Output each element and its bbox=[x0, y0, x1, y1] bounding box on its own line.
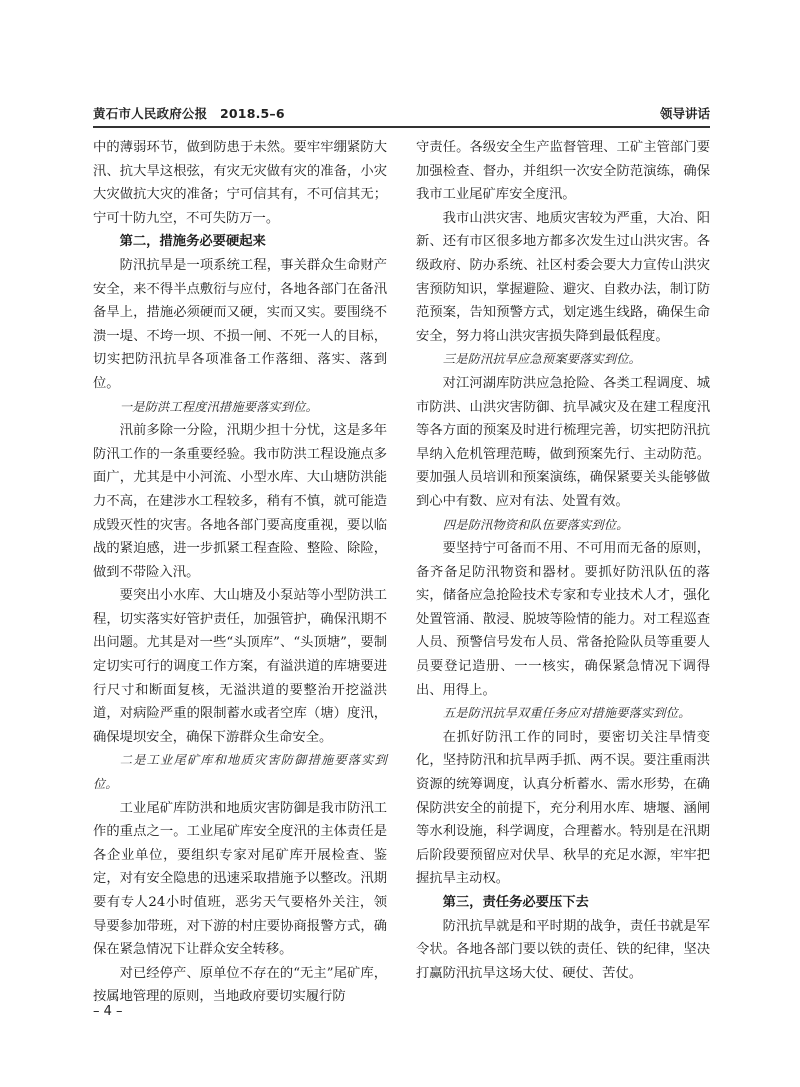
paragraph: 守责任。各级安全生产监督管理、工矿主管部门要加强检查、督办，并组织一次安全防范演练，确保我市工业尾矿库安全度汛。 bbox=[416, 140, 710, 203]
header-divider bbox=[93, 126, 710, 128]
left-column bbox=[93, 136, 387, 1009]
subsection-heading: 四是防汛物资和队伍要落实到位。 bbox=[442, 517, 629, 532]
paragraph: 工业尾矿库防洪和地质灾害防御是我市防汛工作的重点之一。工业尾矿库安全度汛的主体责任是各企业单位，要组织专家对尾矿库开展检查、鉴定，对有安全隐患的迅速采取措施予以整改。汛期要有专人24小时值班，恶劣天气要格外关注，领导要参加带班，对下游的村庄要协商报警方式，确保在紧急情况下让群众安全转移。 bbox=[93, 800, 387, 958]
paragraph: 防汛抗旱就是和平时期的战争，责任书就是军令状。各地各部门要以铁的责任、铁的纪律，坚决打赢防汛抗旱这场大仗、硬仗、苦仗。 bbox=[416, 918, 710, 981]
right-column bbox=[416, 136, 710, 985]
subsection-heading: 三是防汛抗旱应急预案要落实到位。 bbox=[442, 352, 642, 367]
section-heading: 第三，责任务必要压下去 bbox=[442, 895, 589, 910]
paragraph: 要坚持宁可备而不用、不可用而无备的原则，备齐备足防汛物资和器材。要抓好防汛队伍的落实，储备应急抢险技术专家和专业技术人才，强化处置管涌、散浸、脱坡等险情的能力。对工程巡查人员、预警信号发布人员、常备抢险队员等重要人员要登记造册、一一核实，确保紧急情况下调得出、用得上。 bbox=[416, 541, 710, 698]
page-number: – 4 – bbox=[93, 1004, 123, 1019]
paragraph: 对江河湖库防洪应急抢险、各类工程调度、城市防洪、山洪灾害防御、抗旱减灾及在建工程度汛等各方面的预案及时进行梳理完善，切实把防汛抗旱纳入危机管理范畴，做到预案先行、主动防范。要加强人员培训和预案演练，确保紧要关头能够做到心中有数、应对有法、处置有效。 bbox=[416, 375, 710, 509]
paragraph: 要突出小水库、大山塘及小泵站等小型防洪工程，切实落实好管护责任，加强管护，确保汛期不出问题。尤其是对一些“头顶库”、“头顶塘”，要制定切实可行的调度工作方案，有溢洪道的库塘要进行尺寸和断面复核，无溢洪道的要整治开挖溢洪道，对病险严重的限制蓄水或者空库（塘）度汛，确保堤坝安全，确保下游群众生命安全。 bbox=[93, 588, 387, 745]
subsection-heading: 二是工业尾矿库和地质灾害防御措施要落实到位。 bbox=[93, 753, 387, 792]
paragraph: 在抓好防汛工作的同时，要密切关注旱情变化，坚持防汛和抗旱两手抓、两不误。要注重雨洪资源的统筹调度，认真分析蓄水、需水形势，在确保防洪安全的前提下，充分利用水库、塘堰、涵闸等水利设施，科学调度，合理蓄水。特别是在汛期后阶段要预留应对伏旱、秋旱的充足水源，牢牢把握抗旱主动权。 bbox=[416, 729, 710, 887]
paragraph: 防汛抗旱是一项系统工程，事关群众生命财产安全，来不得半点敷衍与应付，各地各部门在备汛备旱上，措施必须硬而又硬，实而又实。要围绕不溃一堤、不垮一坝、不损一闸、不死一人的目标，切实把防汛抗旱各项准备工作落细、落实、落到位。 bbox=[93, 257, 387, 391]
section-heading: 第二，措施务必要硬起来 bbox=[119, 234, 266, 250]
paragraph: 对已经停产、原单位不存在的“无主”尾矿库，按属地管理的原则，当地政府要切实履行防 bbox=[93, 965, 387, 1005]
section-name: 领导讲话 bbox=[659, 106, 710, 121]
subsection-heading: 一是防洪工程度汛措施要落实到位。 bbox=[119, 399, 319, 414]
subsection-heading: 五是防汛抗旱双重任务应对措施要落实到位。 bbox=[442, 706, 691, 721]
paragraph: 汛前多除一分险，汛期少担十分忧，这是多年防汛工作的一条重要经验。我市防洪工程设施点多面广，尤其是中小河流、小型水库、大山塘防洪能力不高，在建涉水工程较多，稍有不慎，就可能造成毁灭性的灾害。各地各部门要高度重视，要以临战的紧迫感，进一步抓紧工程查险、整险、除险，做到不带险入汛。 bbox=[93, 423, 387, 580]
publication-title: 黄石市人民政府公报 2018.5–6 bbox=[93, 106, 285, 121]
paragraph: 中的薄弱环节，做到防患于未然。要牢牢绷紧防大汛、抗大旱这根弦，有灾无灾做有灾的准备，小灾大灾做抗大灾的准备；宁可信其有，不可信其无；宁可十防九空，不可失防万一。 bbox=[93, 140, 387, 226]
page-header bbox=[93, 104, 710, 126]
paragraph: 我市山洪灾害、地质灾害较为严重，大冶、阳新、还有市区很多地方都多次发生过山洪灾害。各级政府、防办系统、社区村委会要大力宣传山洪灾害预防知识，掌握避险、避灾、自救办法，制订防范预案，告知预警方式，划定逃生线路，确保生命安全，努力将山洪灾害损失降到最低程度。 bbox=[416, 210, 710, 344]
